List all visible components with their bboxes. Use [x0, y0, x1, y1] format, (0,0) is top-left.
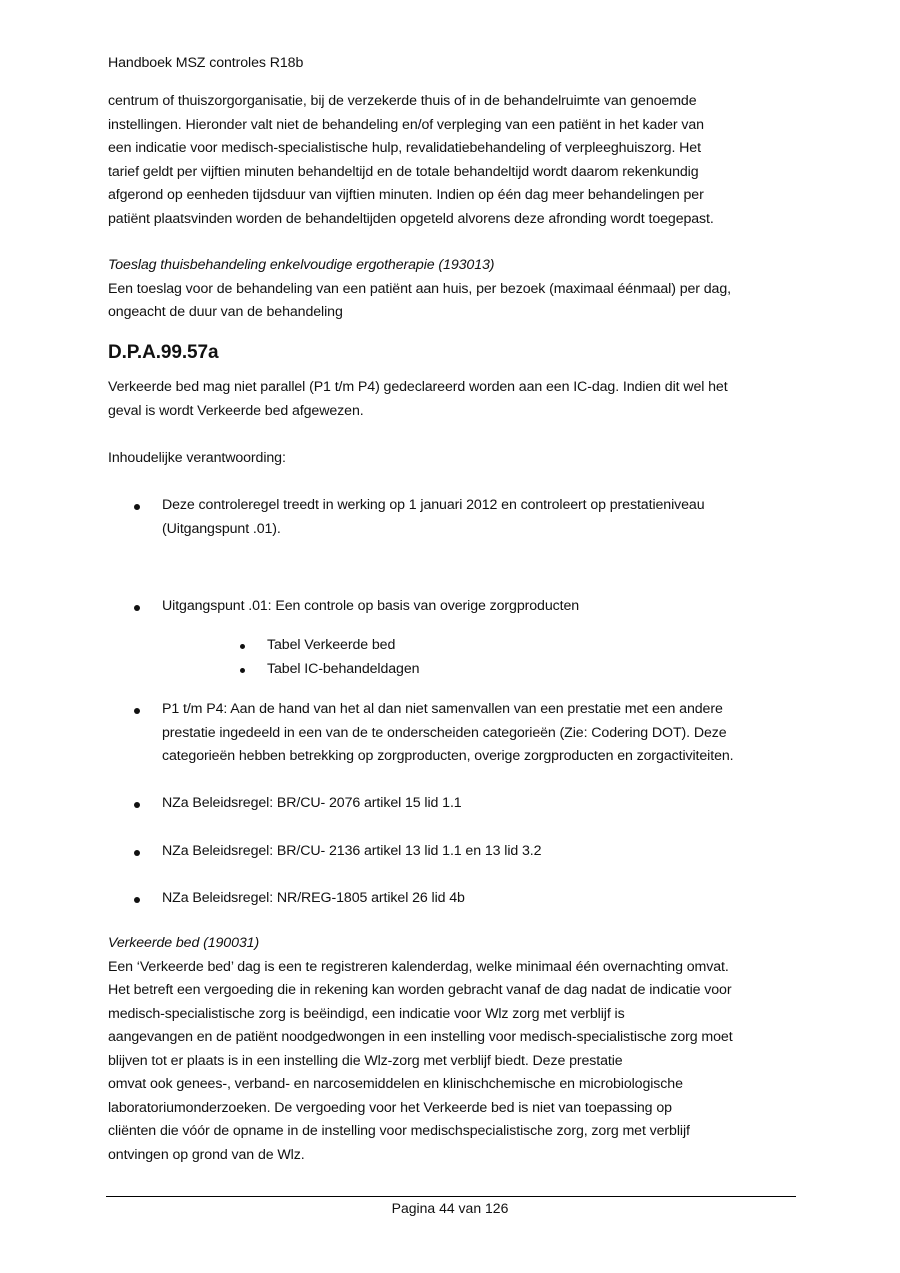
text-line: omvat ook genees-, verband- en narcosemiddelen en klinischchemische en microbiologische — [108, 1076, 683, 1092]
text-line: ontvingen op grond van de Wlz. — [108, 1146, 305, 1163]
bullet-icon — [240, 644, 245, 649]
text-line: Een toeslag voor de behandeling van een patiënt aan huis, per bezoek (maximaal éénmaal) per dag, — [108, 280, 731, 297]
text-line: NZa Beleidsregel: NR/REG-1805 artikel 26 lid 4b — [162, 890, 465, 906]
bullet-icon — [134, 802, 140, 808]
text-line: cliënten die vóór de opname in de instelling voor medischspecialistische zorg, zorg met verblijf — [108, 1123, 690, 1139]
text-line: Verkeerde bed mag niet parallel (P1 t/m P4) gedeclareerd worden aan een IC-dag. Indien dit wel het — [108, 379, 728, 395]
bullet-icon — [240, 668, 245, 673]
page-number: Pagina 44 van 126 — [391, 1200, 509, 1216]
text-line: prestatie ingedeeld in een van de te onderscheiden categorieën (Zie: Codering DOT). Deze — [162, 724, 727, 741]
text-line: afgerond op eenheden tijdsduur van vijftien minuten. Indien op één dag meer behandelingen per — [108, 187, 704, 203]
text-line: een indicatie voor medisch-specialistische hulp, revalidatiebehandeling of verpleeghuiszorg. Het — [108, 140, 701, 156]
text-line: patiënt plaatsvinden worden de behandeltijden opgeteld alvorens deze afronding wordt toegepast. — [108, 210, 714, 227]
section-heading: D.P.A.99.57a — [108, 342, 219, 363]
text-line: centrum of thuiszorgorganisatie, bij de verzekerde thuis of in de behandelruimte van genoemde — [108, 93, 697, 109]
running-header: Handboek MSZ controles R18b — [108, 55, 304, 71]
text-line: geval is wordt Verkeerde bed afgewezen. — [108, 402, 364, 419]
text-line: categorieën hebben betrekking op zorgproducten, overige zorgproducten en zorgactiviteiten. — [162, 748, 734, 764]
sub-list-item: Tabel IC-behandeldagen — [267, 660, 420, 677]
bullet-icon — [134, 850, 140, 856]
text-line: Een ‘Verkeerde bed’ dag is een te registreren kalenderdag, welke minimaal één overnachting omvat. — [108, 958, 729, 975]
bullet-icon — [134, 897, 140, 903]
text-line: P1 t/m P4: Aan de hand van het al dan niet samenvallen van een prestatie met een andere — [162, 701, 723, 717]
sub-list-item: Tabel Verkeerde bed — [267, 637, 396, 653]
text-line: laboratoriumonderzoeken. De vergoeding voor het Verkeerde bed is niet van toepassing op — [108, 1099, 672, 1116]
text-line: tarief geldt per vijftien minuten behandeltijd en de totale behandeltijd wordt daarom rekenkundig — [108, 163, 699, 180]
text-line: aangevangen en de patiënt noodgedwongen in een instelling voor medisch-specialistische zorg moet — [108, 1029, 733, 1045]
bullet-icon — [134, 605, 140, 611]
text-line: (Uitgangspunt .01). — [162, 520, 281, 537]
verkeerde-bed-title: Verkeerde bed (190031) — [108, 935, 260, 951]
text-line: Deze controleregel treedt in werking op 1 januari 2012 en controleert op prestatieniveau — [162, 497, 705, 513]
text-line: Het betreft een vergoeding die in rekening kan worden gebracht vanaf de dag nadat de indicatie voor — [108, 982, 732, 998]
toeslag-title: Toeslag thuisbehandeling enkelvoudige ergotherapie (193013) — [108, 257, 495, 273]
text-line: medisch-specialistische zorg is beëindigd, een indicatie voor Wlz zorg met verblijf is — [108, 1005, 625, 1022]
bullet-icon — [134, 708, 140, 714]
text-line: NZa Beleidsregel: BR/CU- 2136 artikel 13 lid 1.1 en 13 lid 3.2 — [162, 843, 542, 859]
footer-divider — [106, 1196, 796, 1197]
text-line: ongeacht de duur van de behandeling — [108, 304, 343, 320]
text-line: Uitgangspunt .01: Een controle op basis van overige zorgproducten — [162, 598, 580, 614]
text-line: NZa Beleidsregel: BR/CU- 2076 artikel 15 lid 1.1 — [162, 795, 462, 811]
text-line: instellingen. Hieronder valt niet de behandeling en/of verpleging van een patiënt in het kader van — [108, 116, 704, 133]
bullet-icon — [134, 504, 140, 510]
verantwoording-label: Inhoudelijke verantwoording: — [108, 450, 286, 466]
text-line: blijven tot er plaats is in een instelling die Wlz-zorg met verblijf biedt. Deze prestatie — [108, 1052, 623, 1069]
